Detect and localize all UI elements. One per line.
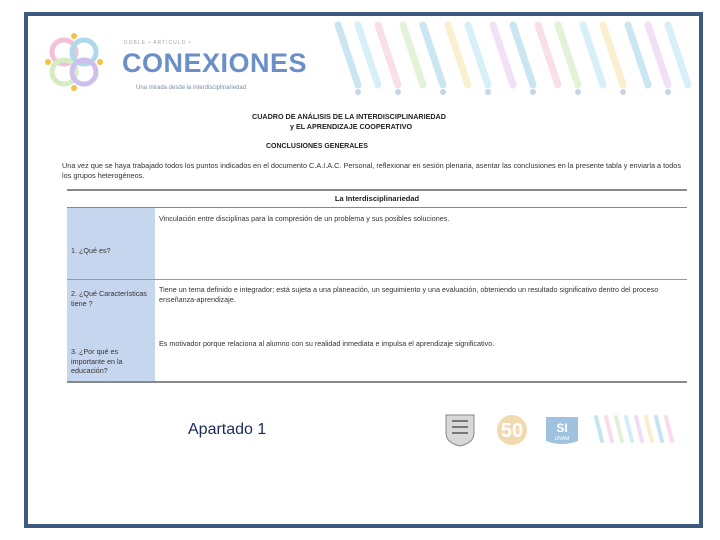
analysis-table — [67, 189, 687, 383]
slide-frame — [24, 12, 703, 528]
document-title: CUADRO DE ANÁLISIS DE LA INTERDISCIPLINARIEDAD — [252, 112, 446, 121]
instructions-paragraph: Una vez que se haya trabajado todos los puntos indicados en el documento C.A.I.A.C. Personal, reflexionar en sesión plenaria, asentar las conclusiones en la presente tabla y enviarla a todos los grupos heterogéneos. — [62, 161, 681, 180]
answer-cell: Vinculación entre disciplinas para la compresión de un problema y sus posibles soluciones. — [159, 214, 450, 223]
network-logo-icon — [42, 30, 106, 94]
section-heading: CONCLUSIONES GENERALES — [266, 143, 368, 150]
question-cell: 2. ¿Qué Características tiene ? — [71, 289, 147, 308]
logo-tagline: DOBLE • ARTÍCULO • — [124, 40, 192, 46]
logo-title: CONEXIONES — [122, 48, 308, 78]
decorative-stripes — [328, 20, 698, 100]
row-divider — [67, 279, 687, 280]
wave-logo-icon — [590, 413, 686, 447]
document-title-line2: y EL APRENDIZAJE COOPERATIVO — [290, 122, 413, 131]
si-unam-icon — [542, 413, 582, 447]
si-logo-subtext: UNAM — [554, 436, 570, 442]
section-label: Apartado 1 — [188, 421, 267, 438]
si-logo-text: SI — [556, 421, 568, 435]
institution-logos — [442, 411, 692, 451]
answer-cell: Es motivador porque relaciona al alumno con su realidad inmediata e impulsa el aprendizaje significativo. — [159, 339, 495, 348]
answer-cell: Tiene un tema definido e integrador; está sujeta a una planeación, un seguimiento y una evaluación, obteniendo un resultado significativo dentro del proceso enseñanza-aprendizaje. — [159, 285, 659, 304]
fifty-logo-text: 50 — [500, 420, 524, 442]
question-cell: 1. ¿Qué es? — [71, 246, 111, 255]
question-cell: 3. ¿Por qué es importante en la educación? — [71, 347, 123, 375]
table-header: La Interdisciplinariedad — [67, 191, 687, 208]
unam-shield-icon — [442, 413, 478, 447]
conexiones-logo — [42, 30, 308, 96]
fifty-anniversary-icon — [488, 413, 536, 447]
logo-subtitle: Una mirada desde la interdisciplinariedad — [136, 85, 247, 91]
